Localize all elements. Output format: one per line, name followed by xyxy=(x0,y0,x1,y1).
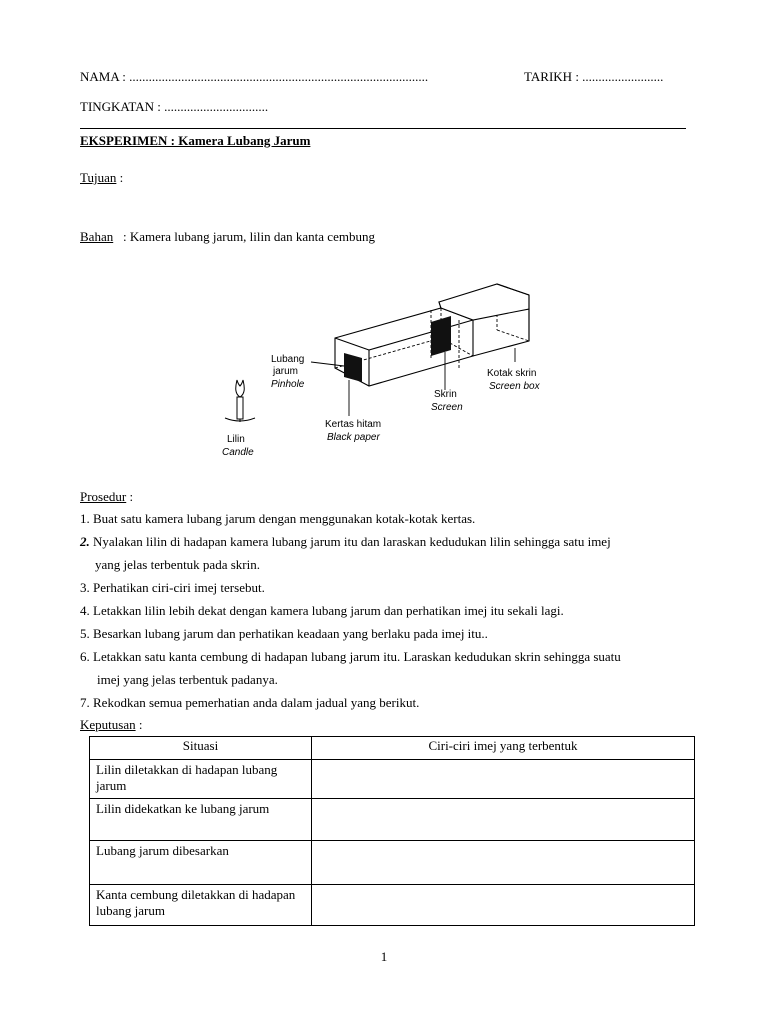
label-kertas-hitam: Kertas hitam xyxy=(325,419,382,430)
situasi-cell: Lilin diletakkan di hadapan lubang jarum xyxy=(90,760,312,799)
table-row xyxy=(90,799,695,841)
tujuan-heading xyxy=(80,170,123,186)
bahan-line xyxy=(80,229,375,245)
label-lilin: Lilin xyxy=(227,434,245,445)
bahan-text: : Kamera lubang jarum, lilin dan kanta cembung xyxy=(113,229,375,244)
observation-cell[interactable] xyxy=(312,885,695,926)
prosedur-heading xyxy=(80,489,133,505)
label-screen: Screen xyxy=(431,402,463,413)
procedure-step-5: 5. Besarkan lubang jarum dan perhatikan keadaan yang berlaku pada imej itu.. xyxy=(80,626,488,641)
nama-field: NAMA : ............................................................................................ xyxy=(80,69,429,84)
table-header-row xyxy=(90,737,695,760)
procedure-step-6: 6. Letakkan satu kanta cembung di hadapan lubang jarum itu. Laraskan kedudukan skrin sehingga suatu xyxy=(80,649,621,664)
procedure-step-1: 1. Buat satu kamera lubang jarum dengan menggunakan kotak-kotak kertas. xyxy=(80,511,476,526)
procedure-step-2-number: 2. xyxy=(80,534,90,549)
label-screen-box: Screen box xyxy=(489,381,540,392)
situasi-cell: Kanta cembung diletakkan di hadapan lubang jarum xyxy=(90,885,312,926)
keputusan-label: Keputusan xyxy=(80,717,136,732)
tingkatan-field: TINGKATAN : ................................ xyxy=(80,99,269,114)
page-number: 1 xyxy=(380,949,388,964)
observation-cell[interactable] xyxy=(312,841,695,885)
procedure-step-2-cont: yang jelas terbentuk pada skrin. xyxy=(95,557,260,572)
label-kotak-skrin: Kotak skrin xyxy=(487,368,537,379)
observation-cell[interactable] xyxy=(312,760,695,799)
situasi-cell: Lubang jarum dibesarkan xyxy=(90,841,312,885)
table-row xyxy=(90,841,695,885)
procedure-step-6-cont: imej yang jelas terbentuk padanya. xyxy=(97,672,278,687)
screen-black xyxy=(431,316,451,356)
label-lubang: Lubang xyxy=(271,354,305,365)
procedure-step-2-text: Nyalakan lilin di hadapan kamera lubang jarum itu dan laraskan kedudukan lilin sehingga satu imej xyxy=(89,534,611,549)
bahan-label: Bahan xyxy=(80,229,114,244)
header-situasi: Situasi xyxy=(90,737,312,760)
keputusan-colon: : xyxy=(135,717,143,732)
table-row xyxy=(90,885,695,926)
pinhole-camera-diagram xyxy=(205,262,565,470)
tarikh-field: TARIKH : ......................... xyxy=(524,69,664,84)
prosedur-colon: : xyxy=(126,489,134,504)
tujuan-label: Tujuan xyxy=(80,170,117,185)
table-row xyxy=(90,760,695,799)
observation-cell[interactable] xyxy=(312,799,695,841)
header-divider xyxy=(80,128,686,129)
label-skrin: Skrin xyxy=(434,389,457,400)
black-paper xyxy=(344,353,362,382)
label-black-paper: Black paper xyxy=(327,432,380,443)
situasi-cell: Lilin didekatkan ke lubang jarum xyxy=(90,799,312,841)
procedure-step-4: 4. Letakkan lilin lebih dekat dengan kamera lubang jarum dan perhatikan imej itu sekali lagi. xyxy=(80,603,564,618)
results-table xyxy=(89,736,695,926)
procedure-step-7: 7. Rekodkan semua pemerhatian anda dalam jadual yang berikut. xyxy=(80,695,420,710)
keputusan-heading xyxy=(80,717,142,733)
procedure-step-3: 3. Perhatikan ciri-ciri imej tersebut. xyxy=(80,580,265,595)
candle xyxy=(225,380,255,422)
label-candle: Candle xyxy=(222,447,254,458)
experiment-title: EKSPERIMEN : Kamera Lubang Jarum xyxy=(80,133,311,148)
prosedur-label: Prosedur xyxy=(80,489,127,504)
tujuan-colon: : xyxy=(116,170,124,185)
label-pinhole: Pinhole xyxy=(271,379,305,390)
procedure-step-2 xyxy=(80,534,611,550)
header-ciri-ciri: Ciri-ciri imej yang terbentuk xyxy=(312,737,695,760)
label-jarum: jarum xyxy=(273,366,299,377)
